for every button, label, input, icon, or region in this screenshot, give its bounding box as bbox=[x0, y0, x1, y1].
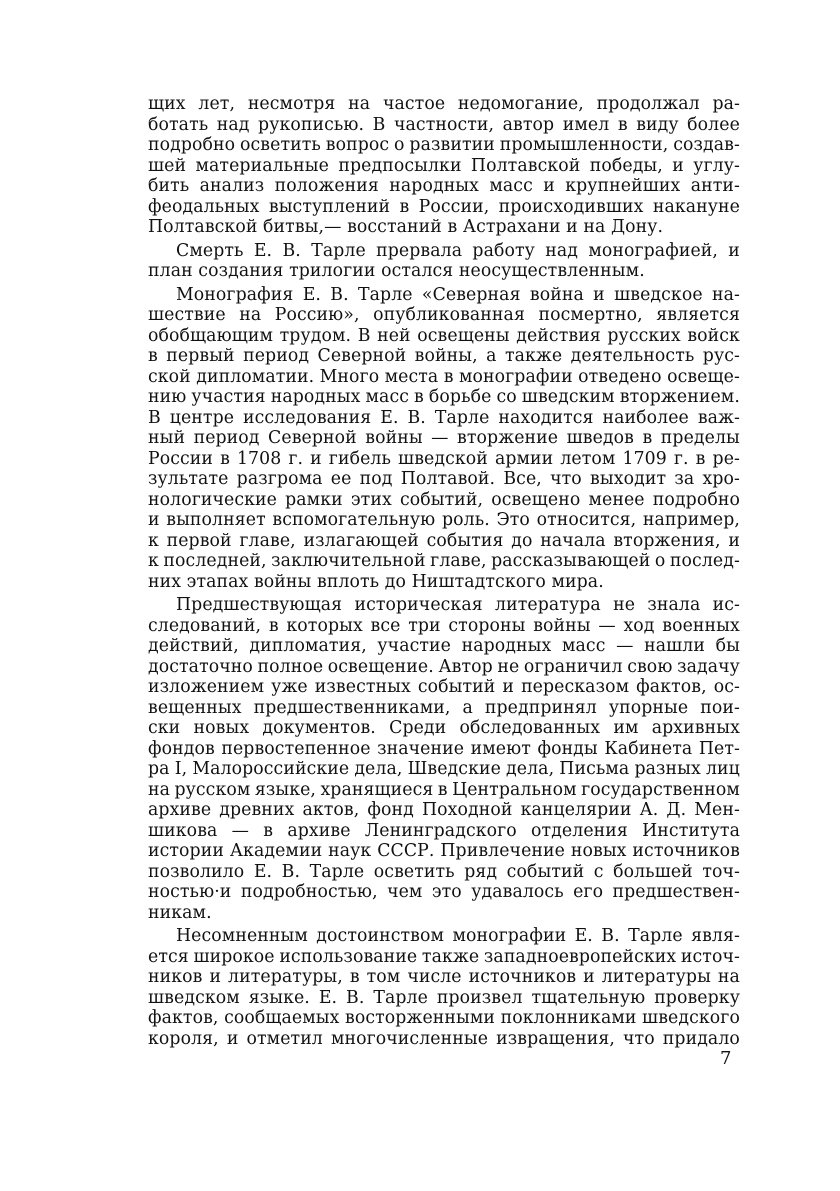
text-line: план создания трилогии остался неосуществленным. bbox=[148, 261, 645, 281]
text-line: ется широкое использование также западноевропейских источ- bbox=[148, 946, 740, 967]
text-line: В центре исследования Е. В. Тарле находится наиболее важ- bbox=[148, 407, 740, 428]
text-line: истории Академии наук СССР. Привлечение новых источников bbox=[148, 841, 740, 861]
text-line: позволило Е. В. Тарле осветить ряд событий с большей точ- bbox=[148, 861, 740, 882]
text-line: архиве древних актов, фонд Походной канцелярии А. Д. Мен- bbox=[148, 800, 740, 820]
text-line: нию участия народных масс в борьбе со шведским вторжением. bbox=[148, 387, 740, 407]
body-text bbox=[148, 94, 740, 1049]
text-line: в первый период Северной войны, а также деятельность рус- bbox=[148, 346, 740, 366]
paragraph bbox=[148, 595, 740, 923]
text-line: Монография Е. В. Тарле «Северная война и шведское на- bbox=[176, 284, 740, 305]
text-line: шведском языке. Е. В. Тарле произвел тщательную проверку bbox=[148, 987, 740, 1008]
text-line: подробно осветить вопрос о развитии промышленности, создав- bbox=[148, 135, 740, 155]
text-line: достаточно полное освещение. Автор не ограничил свою задачу bbox=[148, 656, 740, 677]
paragraph bbox=[148, 285, 740, 593]
text-line: ской дипломатии. Много места в монографии отведено освеще- bbox=[148, 366, 740, 387]
text-line: изложением уже известных событий и пересказом фактов, ос- bbox=[148, 677, 740, 697]
text-line: обобщающим трудом. В ней освещены действия русских войск bbox=[148, 325, 740, 346]
text-line: ников и литературы, в том числе источников и литературы на bbox=[148, 967, 740, 987]
text-line: фондов первостепенное значение имеют фонды Кабинета Пет- bbox=[148, 738, 740, 759]
text-line: никам. bbox=[148, 902, 212, 923]
text-line: к последней, заключительной главе, рассказывающей о послед- bbox=[148, 551, 740, 571]
text-line: ботать над рукописью. В частности, автор имел в виду более bbox=[148, 114, 740, 135]
text-line: нологические рамки этих событий, освещено менее подробно bbox=[148, 489, 740, 510]
text-line: зультате разгрома ее под Полтавой. Все, что выходит за хро- bbox=[148, 469, 740, 489]
text-line: феодальных выступлений в России, происходивших накануне bbox=[148, 196, 740, 217]
text-line: и выполняет вспомогательную роль. Это относится, например, bbox=[148, 510, 740, 530]
text-line: Полтавской битвы,— восстаний в Астрахани и на Дону. bbox=[148, 217, 664, 237]
text-line: шествие на Россию», опубликованная посмертно, является bbox=[148, 305, 740, 325]
text-line: Несомненным достоинством монографии Е. В. Тарле явля- bbox=[176, 926, 740, 946]
text-line: фактов, сообщаемых восторженными поклонниками шведского bbox=[148, 1008, 740, 1028]
text-line: к первой главе, излагающей события до начала вторжения, и bbox=[148, 530, 740, 551]
text-line: Смерть Е. В. Тарле прервала работу над монографией, и bbox=[176, 240, 740, 261]
text-line: России в 1708 г. и гибель шведской армии летом 1709 г. в ре- bbox=[148, 448, 740, 469]
text-line: короля, и отметил многочисленные извращения, что придало bbox=[148, 1028, 740, 1049]
text-line: действий, дипломатия, участие народных масс — нашли бы bbox=[148, 636, 740, 656]
text-line: шикова — в архиве Ленинградского отделения Института bbox=[148, 820, 740, 841]
text-line: ски новых документов. Среди обследованных им архивных bbox=[148, 718, 740, 738]
text-line: ный период Северной войны — вторжение шведов в пределы bbox=[148, 428, 740, 448]
text-line: них этапах войны вплоть до Ништадтского мира. bbox=[148, 571, 604, 592]
paragraph bbox=[148, 241, 740, 282]
text-line: Предшествующая историческая литература не знала ис- bbox=[176, 595, 740, 615]
text-line: бить анализ положения народных масс и крупнейших анти- bbox=[148, 176, 740, 196]
page-number: 7 bbox=[720, 1048, 732, 1069]
paragraph bbox=[148, 926, 740, 1049]
text-line: следований, в которых все три стороны войны — ход военных bbox=[148, 615, 740, 636]
text-line: вещенных предшественниками, а предпринял упорные пои- bbox=[148, 697, 740, 718]
text-line: шей материальные предпосылки Полтавской победы, и углу- bbox=[148, 155, 740, 176]
paragraph bbox=[148, 94, 740, 238]
text-line: ностью·и подробностью, чем это удавалось его предшествен- bbox=[148, 882, 740, 902]
text-line: ра I, Малороссийские дела, Шведские дела, Письма разных лиц bbox=[148, 759, 740, 779]
text-line: на русском языке, хранящиеся в Центральном государственном bbox=[148, 779, 740, 800]
text-line: щих лет, несмотря на частое недомогание, продолжал ра- bbox=[148, 94, 740, 114]
